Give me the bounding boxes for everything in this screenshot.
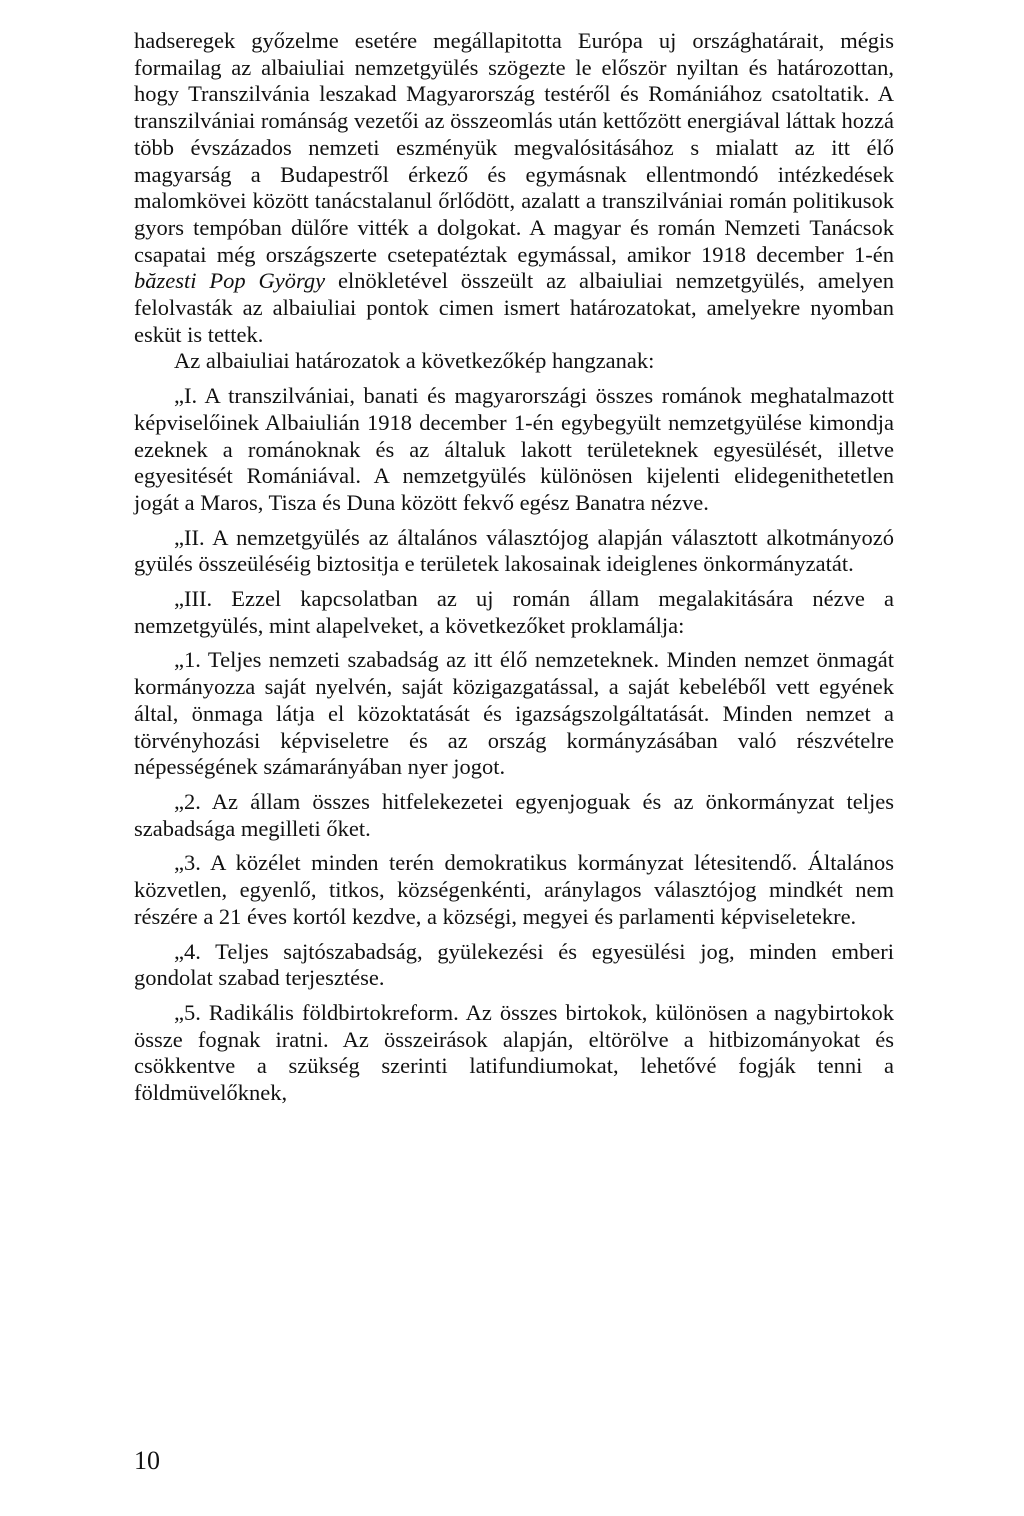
paragraph-principle-4: „4. Teljes sajtószabadság, gyülekezési és egyesülési jog, minden emberi gondolat szabad terjesztése. xyxy=(134,938,894,991)
paragraph-point-1: „I. A transzilvániai, banati és magyarországi összes románok meghatalmazott képviselőinek Albaiulián 1918 december 1-én egybegyült nemzetgyülése kimondja ezeknek a románoknak és az általuk lakott területeknek egyesülését, illetve egyesitését Romániával. A nemzetgyülés különösen kijelenti elidegenithetetlen jogát a Maros, Tisza és Duna között fekvő egész Banatra nézve. xyxy=(134,383,894,515)
italic-name: băzesti Pop György xyxy=(134,268,326,294)
paragraph-principle-3: „3. A közélet minden terén demokratikus kormányzat létesitendő. Általános közvetlen, egyenlő, titkos, községenkénti, aránylagos választójog mindkét nem részére a 21 éves kortól kezdve, a községi, megyei és parlamenti képviseletekre. xyxy=(134,850,894,929)
page-number: 10 xyxy=(134,1446,160,1475)
paragraph-text: hadseregek győzelme esetére megállapitotta Európa uj országhatárait, mégis formailag az albaiuliai nemzetgyülés szögezte le először nyiltan és határozottan, hogy Transzilvánia leszakad Magyarország testéről és Romániához csatoltatik. A transzilvániai románság vezetői az összeomlás után kettőzött energiával láttak hozzá több évszázados nemzeti eszményük megvalósitásához s mialatt az itt élő magyarság a Budapestről érkező és egymásnak ellentmondó intézkedések malomkövei között tanácstalanul őrlődött, azalatt a transzilvániai román politikusok gyors tempóban dülőre vitték a dolgokat. A magyar és román Nemzeti Tanácsok csapatai még országszerte csetepatéztak egymással, amikor 1918 december 1-én xyxy=(134,28,894,267)
paragraph-principle-1: „1. Teljes nemzeti szabadság az itt élő nemzeteknek. Minden nemzet önmagát kormányozza saját nyelvén, saját közigazgatással, a saját kebeléből vett egyének által, önmaga látja el közoktatását és igazságszolgáltatását. Minden nemzet a törvényhozási képviseletre és az ország kormányzásában való részvételre népességének számarányában nyer jogot. xyxy=(134,647,894,780)
document-page xyxy=(134,28,894,1107)
paragraph-text-continued: elnökletével összeült az albaiuliai nemzetgyülés, amelyen felolvasták az albaiuliai pontok cimen ismert határozatokat, amelyekre nyomban esküt is tettek. xyxy=(134,268,894,347)
paragraph-point-2: „II. A nemzetgyülés az általános választójog alapján választott alkotmányozó gyülés összeüléséig biztositja e területek lakosainak ideiglenes önkormányzatát. xyxy=(134,524,894,577)
paragraph-principle-5: „5. Radikális földbirtokreform. Az összes birtokok, különösen a nagybirtokok össze fognak iratni. Az összeirások alapján, eltörölve a hitbizományokat és csökkentve a szükség szerinti latifundiumokat, lehetővé fogják tenni a földmüvelőknek, xyxy=(134,999,894,1106)
paragraph-opening xyxy=(134,28,894,348)
paragraph-intro: Az albaiuliai határozatok a következőkép hangzanak: xyxy=(174,348,655,374)
paragraph-point-3: „III. Ezzel kapcsolatban az uj román állam megalakitására nézve a nemzetgyülés, mint alapelveket, a következőket proklamálja: xyxy=(134,586,894,638)
paragraph-principle-2: „2. Az állam összes hitfelekezetei egyenjoguak és az önkormányzat teljes szabadsága megilleti őket. xyxy=(134,788,894,841)
